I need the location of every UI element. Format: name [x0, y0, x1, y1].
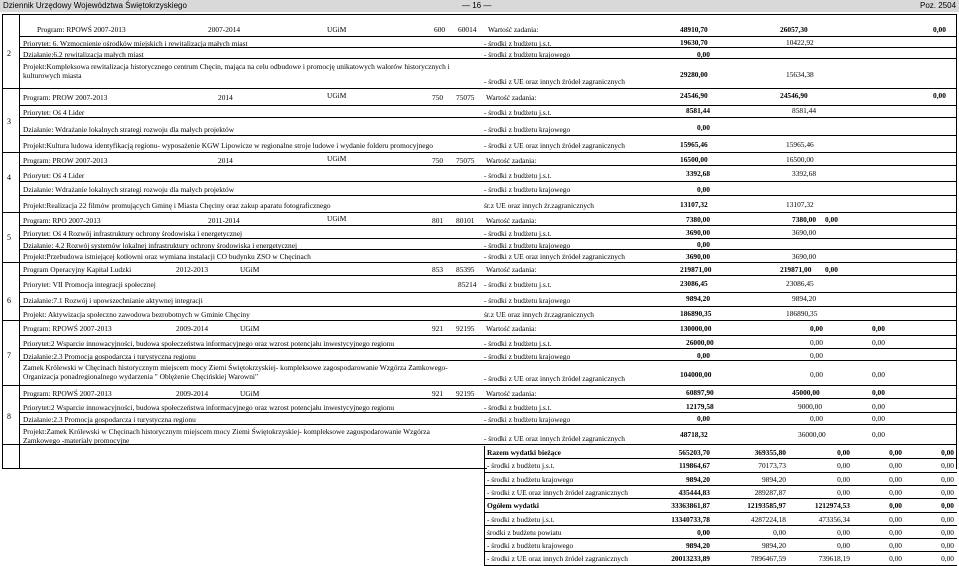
projekt: Zamek Królewski w Chęcinach historycznym miejscem mocy Ziemi Świętokrzyskiej- kompleksowe zagospodarowanie Wzgórza Zamkowego-Organizacja ponadregionalnego wydarzenia " Oblężenie Chęcińskiej Warowni" — [23, 363, 448, 381]
section-number: 8 — [7, 412, 11, 421]
summary-divider — [484, 512, 957, 513]
value: 9000,00 — [798, 402, 823, 411]
value: 0,00 — [697, 123, 710, 132]
row-divider — [20, 335, 957, 336]
funding-source: - środki z budżetu krajowego — [484, 241, 571, 250]
value: 0,00 — [697, 414, 710, 423]
summary-label: - środki z budżetu j.s.t. — [487, 461, 555, 471]
value: 60897,90 — [686, 388, 714, 397]
program-label: Program: RPOWŚ 2007-2013 — [37, 25, 126, 34]
value: 48718,32 — [680, 430, 708, 439]
section-divider — [2, 212, 957, 213]
projekt: Projekt:Realizacja 22 filmów promujących Gminę i Miasta Chęciny oraz zakup aparatu fotograficznego — [23, 201, 331, 210]
dzialanie: Działanie: 4.2 Rozwój systemów lokalnej infrastruktury ochrony środowiska i energetycznej — [23, 241, 298, 250]
value: 16500,00 — [680, 155, 708, 164]
funding-source: - środki z UE oraz innych źródeł zagranicznych — [484, 77, 625, 86]
value: 8581,44 — [686, 106, 711, 115]
summary-value: 369355,80 — [754, 448, 786, 457]
funding-source: - środki z budżetu j.s.t. — [484, 339, 552, 348]
period: 2014 — [218, 156, 233, 165]
section-divider — [2, 88, 957, 89]
program-label: Program Operacyjny Kapitał Ludzki — [23, 265, 132, 274]
summary-value: 0,00 — [941, 541, 954, 551]
projekt: Projekt: Aktywizacja społeczno zawodowa bezrobotnych w Gminie Chęciny — [23, 310, 250, 319]
row-divider — [20, 424, 957, 425]
dzialanie: Działanie:6.2 rewitalizacja małych miast — [23, 50, 144, 59]
summary-value: 12193585,97 — [747, 501, 786, 511]
section-number: 6 — [7, 296, 11, 305]
value: 0,00 — [697, 185, 710, 194]
projekt: Projekt:Przebudowa istniejącej kotłowni oraz wymiana instalacji CO budynku ZSO w Chęcinach — [23, 252, 311, 261]
period: 2012-2013 — [176, 265, 209, 274]
funding-source: - środki z UE oraz innych źródeł zagranicznych — [484, 434, 625, 443]
summary-value: 4287224,18 — [750, 514, 786, 524]
value: 12179,58 — [686, 402, 714, 411]
value: 9894,20 — [686, 294, 711, 303]
value: 36000,00 — [798, 430, 826, 439]
program-label: Program: RPOWŚ 2007-2013 — [23, 389, 112, 398]
period: 2009-2014 — [176, 389, 209, 398]
task-value-label: Wartość zadania: — [486, 389, 537, 398]
funding-source: - środki z UE oraz innych źródeł zagranicznych — [484, 374, 625, 383]
value: 45000,00 — [792, 388, 820, 397]
summary-value: 0,00 — [941, 554, 954, 564]
projekt: Projekt:Zamek Królewski w Chęcinach historycznym miejscem mocy Ziemi Świętokrzyskiej- kompleksowe zagospodarowanie Wzgórza Zamkowego -materiały promocyjne — [23, 427, 430, 445]
section-number: 3 — [7, 117, 11, 126]
funding-source: - środki z budżetu krajowego — [484, 125, 571, 134]
row-divider — [20, 412, 957, 413]
period: 2009-2014 — [176, 324, 209, 333]
unit: UGiM — [327, 91, 347, 100]
task-value-label: Wartość zadania: — [488, 25, 539, 34]
funding-source: - środki z UE oraz innych źródeł zagranicznych — [484, 252, 625, 261]
unit: UGiM — [327, 25, 347, 34]
summary-value: 0,00 — [941, 527, 954, 537]
unit: UGiM — [240, 389, 260, 398]
summary-value: 9894,20 — [685, 474, 710, 484]
value: 16500,00 — [786, 155, 814, 164]
summary-value: 0,00 — [941, 514, 954, 524]
dzial: 921 — [432, 389, 444, 398]
value: 15965,46 — [680, 140, 708, 149]
row-divider — [20, 348, 957, 349]
value: 0,00 — [810, 351, 823, 360]
summary-value: 119864,67 — [678, 461, 710, 471]
dzial: 921 — [432, 324, 444, 333]
summary-value: 1212974,53 — [814, 501, 850, 511]
summary-value: 9894,20 — [761, 541, 786, 551]
summary-value: 435444,83 — [678, 487, 710, 497]
row-divider — [20, 135, 957, 136]
summary-value: 0,00 — [837, 461, 850, 471]
value: 0,00 — [872, 388, 885, 397]
funding-source: - środki z budżetu krajowego — [484, 296, 571, 305]
summary-value: 0,00 — [889, 448, 902, 457]
summary-divider — [484, 485, 957, 486]
value: 3690,00 — [792, 252, 817, 261]
unit: UGiM — [327, 214, 347, 223]
summary-label: Ogółem wydatki — [487, 501, 539, 511]
program-label: Program: PROW 2007-2013 — [23, 156, 108, 165]
rozdzial: 92195 — [456, 324, 475, 333]
section-divider — [2, 385, 957, 386]
rozdzial: 75075 — [456, 156, 475, 165]
rozdzial: 85395 — [456, 265, 475, 274]
value: 219871,00 — [780, 265, 812, 274]
summary-value: 0,00 — [889, 487, 902, 497]
summary-value: 0,00 — [773, 527, 786, 537]
unit: UGiM — [240, 265, 260, 274]
summary-value: 0,00 — [889, 541, 902, 551]
value: 0,00 — [872, 430, 885, 439]
summary-label: - środki z UE oraz innych źródeł zagranicznych — [487, 554, 628, 564]
value: 7380,00 — [686, 215, 711, 224]
rozdzial: 60014 — [458, 25, 477, 34]
value: 29280,00 — [680, 70, 708, 79]
value: 186890,35 — [786, 309, 818, 318]
section-number: 7 — [7, 351, 11, 360]
value: 0,00 — [697, 351, 710, 360]
funding-source: - środki z budżetu krajowego — [484, 415, 571, 424]
priorytet: Priorytet:2 Wsparcie innowacyjności, budowa społeczeństwa informacyjnego oraz wzrost potencjału inwestycyjnego regionu — [23, 339, 395, 348]
priorytet: Priorytet: Oś 4 Lider — [23, 171, 85, 180]
funding-source: - środki z budżetu j.s.t. — [484, 403, 552, 412]
row-divider — [20, 117, 957, 118]
summary-value: 0,00 — [941, 448, 954, 457]
funding-source: śr.z UE oraz innych źr.zagranicznych — [484, 310, 594, 319]
funding-source: - środki z budżetu j.s.t. — [484, 171, 552, 180]
table-bottom-border — [2, 468, 487, 469]
task-value-label: Wartość zadania: — [486, 216, 537, 225]
summary-value: 70173,73 — [758, 461, 786, 471]
value: 3690,00 — [686, 252, 711, 261]
row-divider — [2, 14, 957, 15]
funding-source: - środki z budżetu j.s.t. — [484, 108, 552, 117]
summary-value: 0,00 — [837, 541, 850, 551]
value: 0,00 — [872, 402, 885, 411]
value: 0,00 — [697, 240, 710, 249]
value: 186890,35 — [680, 309, 712, 318]
dzial: 750 — [432, 156, 444, 165]
projekt: Projekt:Kompleksowa rewitalizacja historycznego centrum Chęcin, mająca na celu odbudowe i promocję unikatowych walorów historycznych i kulturowych miasta — [23, 62, 450, 80]
task-value-label: Wartość zadania: — [486, 93, 537, 102]
row-divider — [20, 165, 957, 166]
section-divider — [2, 262, 957, 263]
value: 0,00 — [872, 370, 885, 379]
funding-source: - środki z budżetu j.s.t. — [484, 229, 552, 238]
unit: UGiM — [240, 324, 260, 333]
value: 19630,70 — [680, 38, 708, 47]
program-label: Program: RPO 2007-2013 — [23, 216, 101, 225]
value: 24546,90 — [680, 91, 708, 100]
value: 26057,30 — [780, 25, 808, 34]
rozdzial: 75075 — [456, 93, 475, 102]
value: 130000,00 — [680, 324, 712, 333]
priorytet-code: 85214 — [458, 280, 477, 289]
value: 24546,90 — [780, 91, 808, 100]
summary-divider — [484, 472, 957, 473]
row-divider — [20, 292, 957, 293]
summary-divider — [484, 538, 957, 539]
section-number: 5 — [7, 233, 11, 242]
summary-label: - środki z budżetu j.s.t. — [487, 514, 555, 524]
section-divider — [2, 152, 957, 153]
section-number: 2 — [7, 49, 11, 58]
value: 0,00 — [872, 338, 885, 347]
rozdzial: 80101 — [456, 216, 475, 225]
summary-value: 0,00 — [941, 487, 954, 497]
summary-value: 20013233,89 — [671, 554, 710, 564]
row-divider — [20, 275, 957, 276]
summary-value: 0,00 — [889, 514, 902, 524]
value: 23086,45 — [786, 279, 814, 288]
section-number: 4 — [7, 173, 11, 182]
funding-source: - środki z budżetu krajowego — [484, 185, 571, 194]
summary-value: 0,00 — [697, 527, 710, 537]
position-number: Poz. 2504 — [920, 1, 957, 10]
dzialanie: Działanie: Wdrażanie lokalnych strategi rozwoju dla małych projektów — [23, 185, 235, 194]
value: 48910,70 — [680, 25, 708, 34]
value: 0,00 — [697, 50, 710, 59]
funding-source: - środki z budżetu j.s.t. — [484, 280, 552, 289]
value: 23086,45 — [680, 279, 708, 288]
funding-source: - środki z budżetu j.s.t. — [484, 39, 552, 48]
value: 3690,00 — [792, 228, 817, 237]
summary-value: 0,00 — [837, 487, 850, 497]
journal-title: Dziennik Urzędowy Województwa Świętokrzyskiego — [3, 1, 187, 10]
section-divider — [2, 320, 957, 321]
period: 2011-2014 — [208, 216, 240, 225]
value: 0,00 — [810, 414, 823, 423]
value: 15965,46 — [786, 140, 814, 149]
value: 0,00 — [872, 414, 885, 423]
unit: UGiM — [327, 154, 347, 163]
summary-value: 13340733,78 — [671, 514, 710, 524]
summary-value: 0,00 — [889, 461, 902, 471]
summary-value: 289287,87 — [754, 487, 786, 497]
row-divider — [20, 181, 957, 182]
funding-source: - środki z budżetu krajowego — [484, 50, 571, 59]
table-number-col-border — [19, 14, 20, 469]
summary-label: środki z budżetu powiatu — [487, 527, 562, 537]
value: 8581,44 — [792, 106, 817, 115]
value: 0,00 — [825, 215, 838, 224]
projekt: Projekt:Kultura ludowa identyfikacją regionu- wyposażenie KGW Lipowicze w regionalne stroje ludowe i wydanie folderu promocyjnego — [23, 141, 433, 150]
program-label: Program: RPOWŚ 2007-2013 — [23, 324, 112, 333]
period: 2007-2014 — [208, 25, 241, 34]
row-divider — [20, 105, 957, 106]
summary-value: 473356,34 — [818, 514, 850, 524]
summary-divider — [484, 551, 957, 552]
summary-value: 0,00 — [837, 527, 850, 537]
dzial: 750 — [432, 93, 444, 102]
summary-value: 9894,20 — [685, 541, 710, 551]
summary-value: 9894,20 — [761, 474, 786, 484]
row-divider — [20, 36, 957, 37]
row-divider — [20, 398, 957, 399]
summary-value: 0,00 — [889, 474, 902, 484]
dzial: 600 — [434, 25, 446, 34]
value: 10422,92 — [786, 38, 814, 47]
value: 3392,68 — [792, 169, 817, 178]
summary-label: - środki z budżetu krajowego — [487, 541, 574, 551]
summary-label: - środki z UE oraz innych źródeł zagranicznych — [487, 487, 628, 497]
program-label: Program: PROW 2007-2013 — [23, 93, 108, 102]
value: 3690,00 — [686, 228, 711, 237]
summary-value: 0,00 — [889, 501, 902, 511]
summary-value: 565203,70 — [678, 448, 710, 457]
row-divider — [20, 195, 957, 196]
dzial: 801 — [432, 216, 444, 225]
summary-divider — [484, 525, 957, 526]
summary-left-border — [484, 446, 485, 566]
value: 13107,32 — [786, 200, 814, 209]
dzialanie: Działanie: Wdrażanie lokalnych strategi rozwoju dla małych projektów — [23, 125, 235, 134]
value: 0,00 — [933, 25, 946, 34]
dzialanie: Działanie:7.1 Rozwój i upowszechnianie aktywnej integracji — [23, 296, 203, 305]
value: 15634,38 — [786, 70, 814, 79]
priorytet: Priorytet: Oś 4 Rozwój infrastruktury ochrony środowiska i energetycznej — [23, 229, 243, 238]
value: 0,00 — [810, 338, 823, 347]
task-value-label: Wartość zadania: — [486, 265, 537, 274]
priorytet: Priorytet:2 Wsparcie innowacyjności, budowa społeczeństwa informacyjnego oraz wzrost potencjału inwestycyjnego regionu — [23, 403, 395, 412]
summary-value: 0,00 — [941, 501, 954, 511]
value: 104000,00 — [680, 370, 712, 379]
summary-value: 0,00 — [941, 461, 954, 471]
value: 0,00 — [810, 370, 823, 379]
value: 0,00 — [810, 324, 823, 333]
summary-value: 739618,19 — [818, 554, 850, 564]
summary-value: 0,00 — [837, 474, 850, 484]
dzialanie: Działanie:2.3 Promocja gospodarcza i turystyczna regionu — [23, 352, 196, 361]
value: 0,00 — [933, 91, 946, 100]
value: 0,00 — [825, 265, 838, 274]
funding-source: - środki z UE oraz innych źródeł zagranicznych — [484, 141, 625, 150]
period: 2014 — [218, 93, 233, 102]
row-divider — [20, 238, 957, 239]
value: 219871,00 — [680, 265, 712, 274]
rozdzial: 92195 — [456, 389, 475, 398]
dzial: 853 — [432, 265, 444, 274]
summary-divider — [484, 458, 957, 459]
task-value-label: Wartość zadania: — [486, 324, 537, 333]
summary-value: 7896467,59 — [750, 554, 786, 564]
priorytet: Priorytet: Oś 4 Lider — [23, 108, 85, 117]
priorytet: Priorytet: 6. Wzmocnienie ośrodków miejskich i rewitalizacja małych miast — [23, 39, 248, 48]
value: 3392,68 — [686, 169, 711, 178]
value: 7380,00 — [792, 215, 817, 224]
task-value-label: Wartość zadania: — [486, 156, 537, 165]
value: 0,00 — [872, 324, 885, 333]
value: 26000,00 — [686, 338, 714, 347]
dzialanie: Działanie:2.3 Promocja gospodarcza i turystyczna regionu — [23, 415, 196, 424]
summary-divider — [484, 498, 957, 499]
row-divider — [20, 225, 957, 226]
value: 13107,32 — [680, 200, 708, 209]
funding-source: śr.z UE oraz innych źr.zagranicznych — [484, 201, 594, 210]
table-right-border — [956, 14, 957, 469]
summary-value: 0,00 — [889, 527, 902, 537]
page-number: — 16 — — [462, 1, 492, 10]
table-left-border — [2, 14, 3, 469]
summary-value: 0,00 — [889, 554, 902, 564]
summary-value: 0,00 — [941, 474, 954, 484]
summary-value: 33363861,87 — [671, 501, 710, 511]
row-divider — [20, 306, 957, 307]
value: 9894,20 — [792, 294, 817, 303]
funding-source: - środki z budżetu krajowego — [484, 352, 571, 361]
summary-value: 0,00 — [837, 448, 850, 457]
summary-label: Razem wydatki bieżące — [487, 448, 561, 457]
priorytet: Priorytet: VII Promocja integracji społecznej — [23, 280, 156, 289]
summary-label: - środki z budżetu krajowego — [487, 474, 574, 484]
